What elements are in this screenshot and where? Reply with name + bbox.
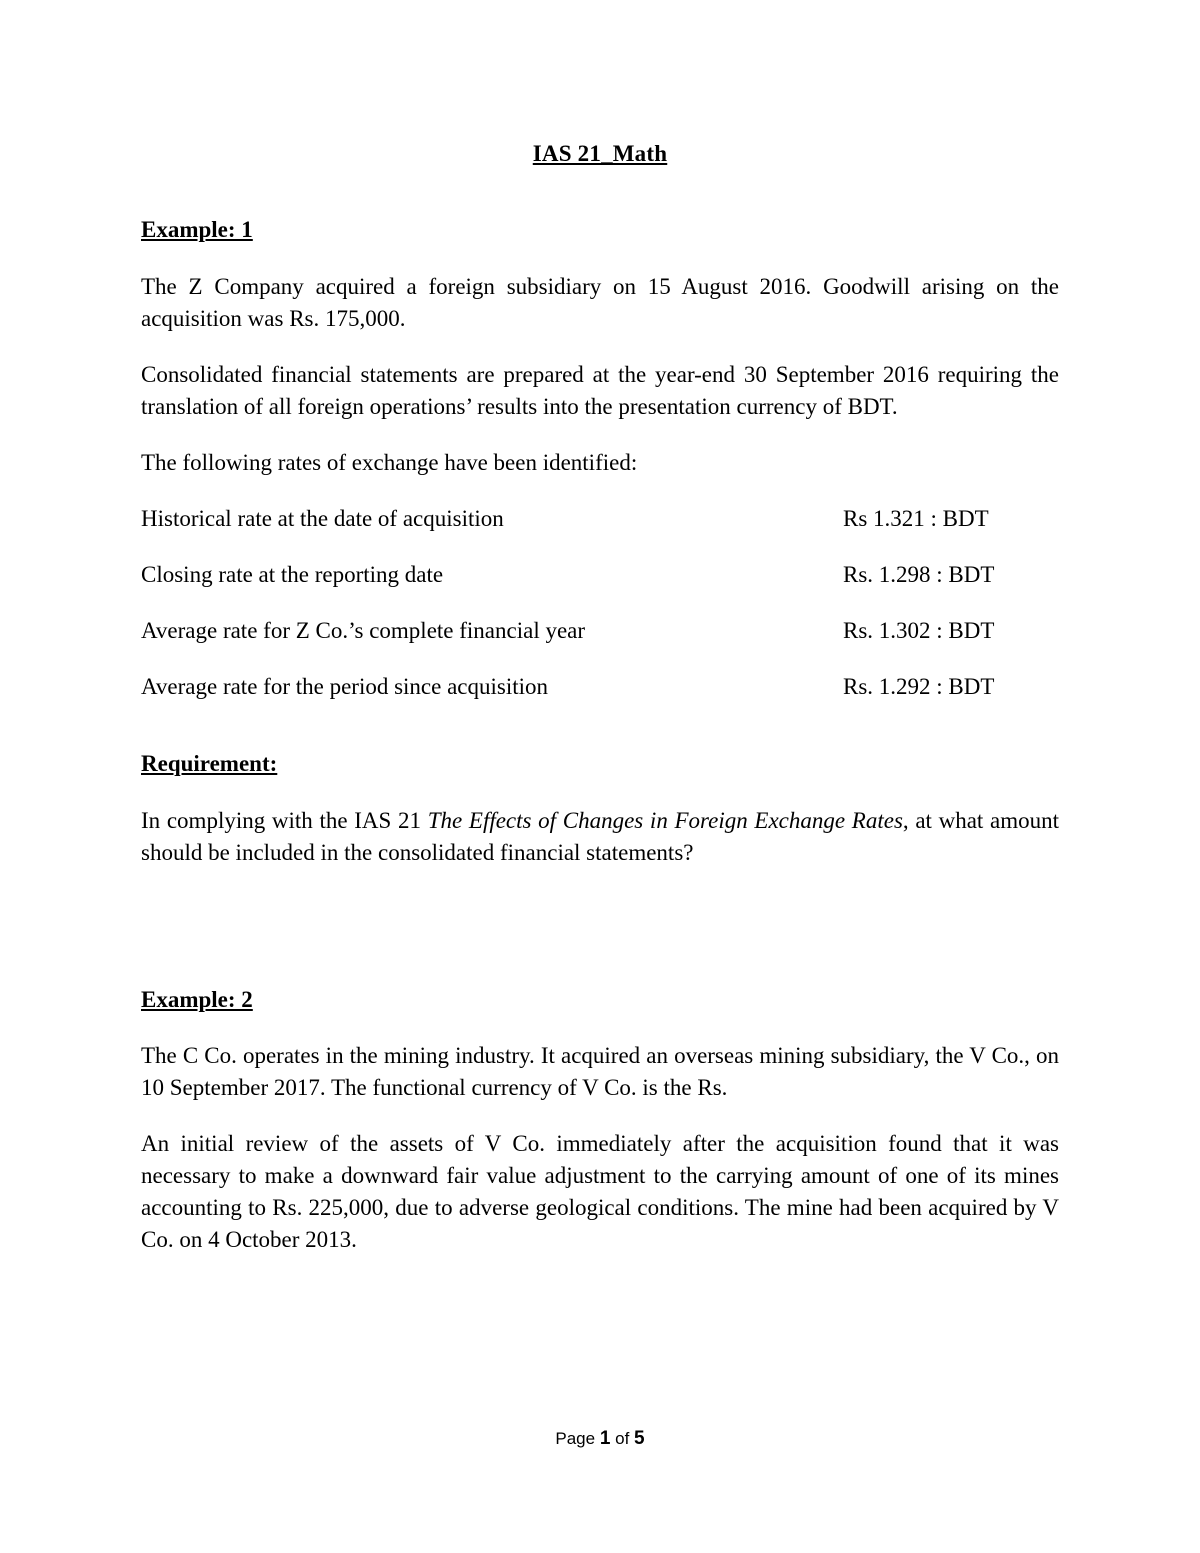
table-row — [141, 503, 1059, 559]
page-footer — [0, 1428, 1200, 1451]
section-spacer — [141, 869, 1059, 985]
exchange-rates-table — [141, 503, 1059, 727]
table-row — [141, 671, 1059, 727]
example-2-paragraph-1: The C Co. operates in the mining industry. It acquired an overseas mining subsidiary, the V Co., on 10 September 2017. The functional currency of V Co. is the Rs. — [141, 1043, 1059, 1101]
document-content — [141, 140, 1059, 1256]
standard-title: The Effects of Changes in Foreign Exchange Rates — [427, 807, 903, 833]
rate-value: Rs. 1.298 : BDT — [843, 561, 995, 587]
example-2-paragraph-2: An initial review of the assets of V Co. immediately after the acquisition found that it was necessary to make a downward fair value adjustment to the carrying amount of one of its mines accounting to Rs. 225,000, due to adverse geological conditions. The mine had been acquired by V Co. on 4 October 2013. — [141, 1131, 1059, 1253]
footer-total-pages: 5 — [634, 1428, 645, 1449]
rate-value: Rs 1.321 : BDT — [843, 505, 989, 531]
requirement-heading — [141, 749, 1059, 779]
example-2-heading-text: Example: 2 — [141, 986, 253, 1012]
rate-label: Historical rate at the date of acquisition — [141, 505, 504, 531]
rate-label: Average rate for Z Co.’s complete financial year — [141, 617, 586, 643]
rate-label: Average rate for the period since acquisition — [141, 673, 549, 699]
example-1-heading-text: Example: 1 — [141, 216, 253, 242]
example-2-heading — [141, 985, 1059, 1015]
requirement-paragraph — [141, 805, 1059, 869]
table-row — [141, 559, 1059, 615]
rate-value: Rs. 1.292 : BDT — [843, 673, 995, 699]
footer-current-page: 1 — [599, 1428, 611, 1449]
footer-separator: of — [615, 1429, 630, 1448]
example-1-paragraph-1: The Z Company acquired a foreign subsidiary on 15 August 2016. Goodwill arising on the acquisition was Rs. 175,000. — [141, 273, 1059, 331]
rate-value: Rs. 1.302 : BDT — [843, 617, 995, 643]
rate-label: Closing rate at the reporting date — [141, 561, 444, 587]
requirement-text-after: , at what amount should be included in the consolidated financial statements? — [141, 807, 1059, 865]
table-row — [141, 615, 1059, 671]
example-1-paragraph-3: The following rates of exchange have been identified: — [141, 449, 638, 475]
example-1-heading — [141, 215, 1059, 245]
requirement-heading-text: Requirement: — [141, 750, 278, 776]
document-title: IAS 21_Math — [532, 141, 668, 166]
example-1-paragraph-2: Consolidated financial statements are prepared at the year-end 30 September 2016 requiring the translation of all foreign operations’ results into the presentation currency of BDT. — [141, 361, 1059, 419]
requirement-text-before: In complying with the IAS 21 — [141, 807, 428, 833]
footer-prefix: Page — [555, 1429, 596, 1448]
